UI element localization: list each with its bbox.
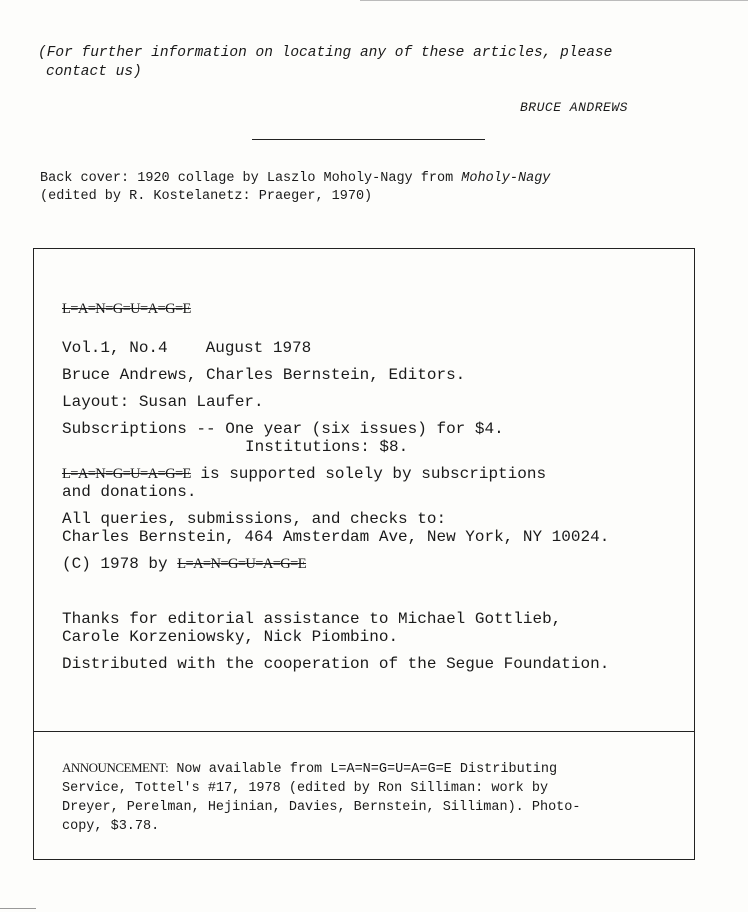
back-cover-text: Back cover: 1920 collage by Laszlo Moholy-Nagy from: [40, 171, 454, 186]
section-divider: [252, 139, 485, 140]
issue-number: Vol.1, No.4: [62, 339, 168, 357]
masthead: [62, 300, 687, 673]
masthead-logo: L=A=N=G=U=A=G=E: [62, 301, 191, 317]
acknowledgements: [62, 610, 687, 646]
copyright-prefix: (C) 1978 by: [62, 555, 178, 573]
queries-info: [62, 510, 687, 546]
copyright-logo: L=A=N=G=U=A=G=E: [177, 556, 307, 572]
announcement-line-4: copy, $3.78.: [62, 819, 160, 834]
back-cover-line-1: [40, 170, 680, 188]
support-statement: [62, 465, 687, 501]
back-cover-credit: [40, 170, 680, 206]
intro-note-line-2: contact us): [46, 64, 142, 80]
support-logo: L=A=N=G=U=A=G=E: [62, 466, 191, 482]
announcement-line-3: Dreyer, Perelman, Hejinian, Davies, Bernstein, Silliman). Photo-: [62, 800, 581, 815]
intro-note: [38, 44, 678, 82]
back-cover-book-title: Moholy-Nagy: [461, 171, 551, 186]
copyright-line: [62, 555, 687, 573]
thanks-line-1: Thanks for editorial assistance to Michael Gottlieb,: [62, 610, 562, 628]
back-cover-line-2: (edited by R. Kostelanetz: Praeger, 1970): [40, 189, 373, 204]
author-signature: BRUCE ANDREWS: [520, 100, 628, 115]
page-bottom-edge: [0, 908, 36, 909]
masthead-box-divider: [33, 731, 695, 732]
thanks-line-2: Carole Korzeniowsky, Nick Piombino.: [62, 628, 399, 646]
issue-line: [62, 339, 687, 357]
announcement: [62, 758, 682, 836]
announcement-line-2: Service, Tottel's #17, 1978 (edited by Ron Silliman: work by: [62, 781, 549, 796]
support-line-1: is supported solely by subscriptions: [190, 465, 547, 483]
issue-date: August 1978: [205, 339, 312, 357]
editors-line: Bruce Andrews, Charles Bernstein, Editors.: [62, 366, 466, 384]
queries-line-1: All queries, submissions, and checks to:: [62, 510, 447, 528]
page-top-edge: [360, 0, 748, 1]
distribution-note: Distributed with the cooperation of the Segue Foundation.: [62, 655, 610, 673]
announcement-line-1: [62, 758, 682, 779]
subscriptions-info: [62, 420, 687, 456]
announcement-line-1-text: Now available from L=A=N=G=U=A=G=E Distributing: [168, 762, 558, 777]
support-line-2: and donations.: [62, 483, 197, 501]
subscriptions-line-2: Institutions: $8.: [245, 438, 409, 456]
subscriptions-line-1: Subscriptions -- One year (six issues) for $4.: [62, 420, 504, 438]
intro-note-line-1: (For further information on locating any of these articles, please: [38, 45, 613, 61]
mailing-address: Charles Bernstein, 464 Amsterdam Ave, New York, NY 10024.: [62, 528, 610, 546]
announcement-label: ANNOUNCEMENT:: [62, 760, 169, 775]
layout-credit: Layout: Susan Laufer.: [62, 393, 264, 411]
